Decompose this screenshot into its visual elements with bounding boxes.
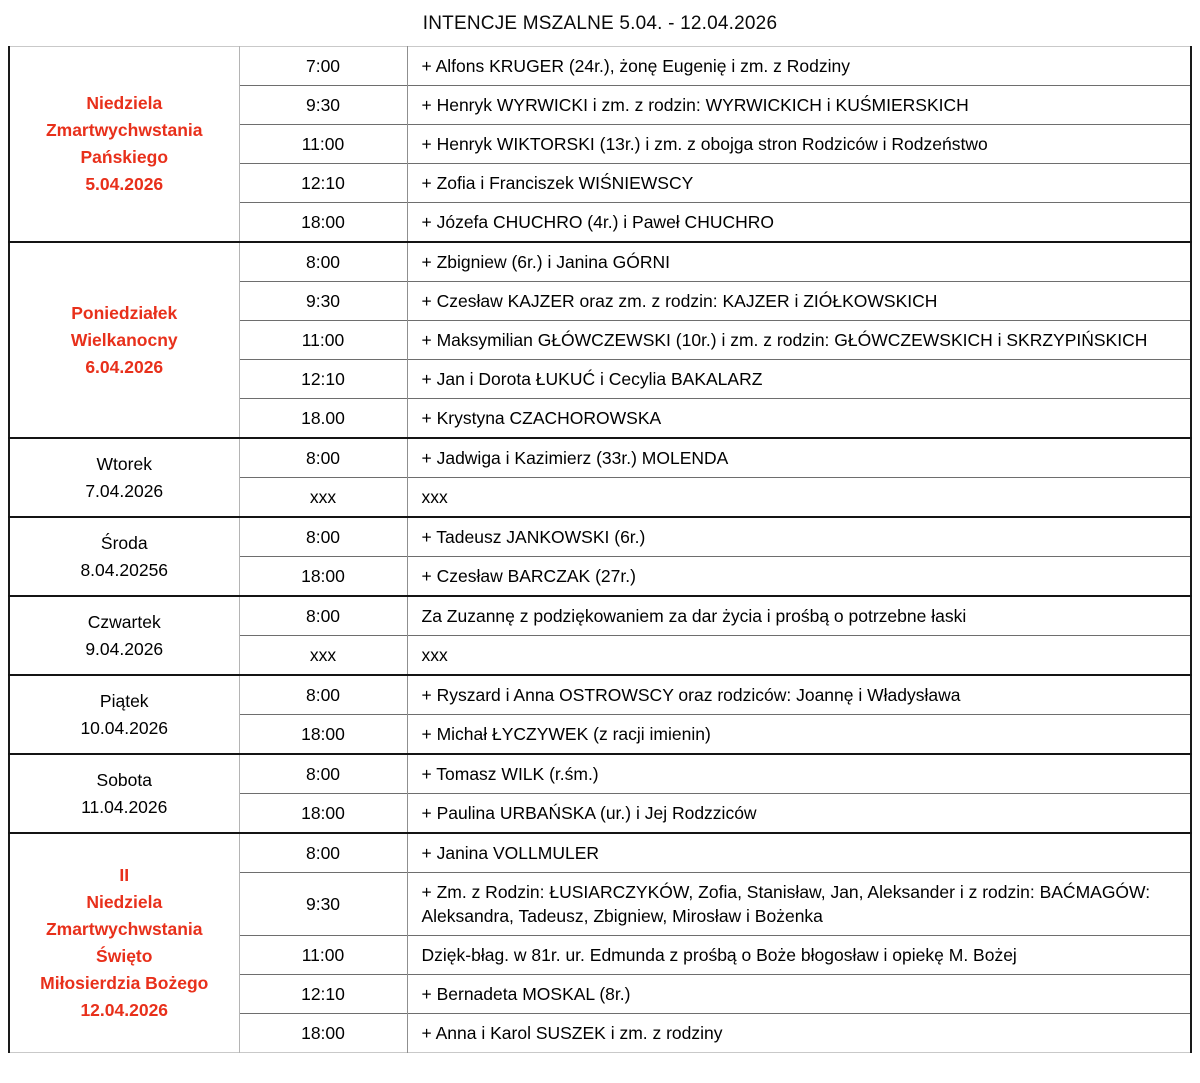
intention-cell: + Tadeusz JANKOWSKI (6r.) [407,517,1191,557]
time-cell: 8:00 [239,438,407,478]
time-cell: 8:00 [239,675,407,715]
schedule-row [9,754,1191,794]
day-label-line: Czwartek [87,611,161,632]
time-cell: 8:00 [239,754,407,794]
day-label-line: II [119,865,130,885]
intention-cell: Za Zuzannę z podziękowaniem za dar życia i prośbą o potrzebne łaski [407,596,1191,636]
schedule-table [8,46,1192,1053]
day-label-line: Sobota [96,769,152,790]
day-cell [9,47,239,243]
intention-cell: + Jadwiga i Kazimierz (33r.) MOLENDA [407,438,1191,478]
time-cell: 18:00 [239,1014,407,1053]
intention-cell: + Zofia i Franciszek WIŚNIEWSCY [407,164,1191,203]
schedule-row [9,675,1191,715]
time-cell: 8:00 [239,833,407,873]
page-title: INTENCJE MSZALNE 5.04. - 12.04.2026 [422,13,778,34]
intention-cell: + Henryk WIKTORSKI (13r.) i zm. z obojga stron Rodziców i Rodzeństwo [407,125,1191,164]
day-label-line: Niedziela [86,892,163,912]
day-label-line: Środa [100,532,148,553]
time-cell: 7:00 [239,47,407,86]
day-cell [9,833,239,1053]
intention-cell: + Krystyna CZACHOROWSKA [407,399,1191,439]
time-cell: 11:00 [239,125,407,164]
time-cell: 12:10 [239,164,407,203]
intention-cell: + Henryk WYRWICKI i zm. z rodzin: WYRWICKICH i KUŚMIERSKICH [407,86,1191,125]
schedule-row [9,833,1191,873]
intention-cell: xxx [407,478,1191,518]
day-label-line: 7.04.2026 [85,480,164,501]
schedule-row [9,596,1191,636]
time-cell: 9:30 [239,282,407,321]
schedule-table-body [9,47,1191,1053]
intention-cell: + Maksymilian GŁÓWCZEWSKI (10r.) i zm. z rodzin: GŁÓWCZEWSKICH i SKRZYPIŃSKICH [407,321,1191,360]
day-cell [9,596,239,675]
intention-cell: + Alfons KRUGER (24r.), żonę Eugenię i zm. z Rodziny [421,56,850,76]
intention-cell: + Paulina URBAŃSKA (ur.) i Jej Rodzziców [407,794,1191,834]
time-cell: 18:00 [239,794,407,834]
day-label-line: 6.04.2026 [85,356,164,377]
intention-cell: + Anna i Karol SUSZEK i zm. z rodziny [407,1014,1191,1053]
day-label-line: Wielkanocny [70,329,178,350]
intention-cell: + Zbigniew (6r.) i Janina GÓRNI [407,242,1191,282]
day-label-line: Niedziela [86,93,163,113]
day-label-line: 9.04.2026 [85,638,164,659]
intention-cell: + Czesław BARCZAK (27r.) [407,557,1191,597]
day-cell [9,754,239,833]
schedule-row [9,438,1191,478]
time-cell: 9:30 [239,86,407,125]
day-cell [9,517,239,596]
intention-cell: + Janina VOLLMULER [407,833,1191,873]
day-label-line: Piątek [99,690,149,711]
schedule-row [9,242,1191,282]
day-label-line: Miłosierdzia Bożego [40,973,209,993]
time-cell: 12:10 [239,975,407,1014]
intention-cell: + Czesław KAJZER oraz zm. z rodzin: KAJZER i ZIÓŁKOWSKICH [407,282,1191,321]
time-cell: 18:00 [239,715,407,755]
day-label-line: Zmartwychwstania [45,120,203,140]
time-cell: 11:00 [239,936,407,975]
day-label-line: Święto [96,946,153,966]
time-cell: xxx [239,636,407,676]
time-cell: 9:30 [239,873,407,936]
time-cell: 11:00 [239,321,407,360]
schedule-row [9,517,1191,557]
day-cell [9,242,239,438]
time-cell: xxx [239,478,407,518]
intention-cell: xxx [407,636,1191,676]
day-label-line: Poniedziałek [71,302,178,323]
schedule-row [9,47,1191,86]
day-label-line: Zmartwychwstania [45,919,203,939]
time-cell: 8:00 [239,242,407,282]
intention-cell: + Michał ŁYCZYWEK (z racji imienin) [407,715,1191,755]
day-label-line: Wtorek [96,453,152,474]
intention-cell: + Tomasz WILK (r.śm.) [407,754,1191,794]
intention-cell: + Zm. z Rodzin: ŁUSIARCZYKÓW, Zofia, Stanisław, Jan, Aleksander i z rodzin: BAĆMAGÓW: Aleksandra, Tadeusz, Zbigniew, Mirosław i Bożenka [407,873,1191,936]
time-cell: 8:00 [239,596,407,636]
day-label-line: 5.04.2026 [85,174,164,194]
day-label-line: Pańskiego [80,147,169,167]
day-label-line: 8.04.20256 [80,559,169,580]
day-label-line: 10.04.2026 [80,717,169,738]
intention-cell: + Jan i Dorota ŁUKUĆ i Cecylia BAKALARZ [407,360,1191,399]
day-cell [9,438,239,517]
time-cell: 18.00 [239,399,407,439]
intention-cell: + Bernadeta MOSKAL (8r.) [407,975,1191,1014]
time-cell: 8:00 [239,517,407,557]
day-cell [9,675,239,754]
time-cell: 12:10 [239,360,407,399]
time-cell: 18:00 [239,557,407,597]
day-label-line: 12.04.2026 [80,1000,169,1020]
time-cell: 18:00 [239,203,407,243]
intention-cell: Dzięk-błag. w 81r. ur. Edmunda z prośbą o Boże błogosław i opiekę M. Bożej [407,936,1191,975]
intention-cell: + Ryszard i Anna OSTROWSCY oraz rodziców: Joannę i Władysława [407,675,1191,715]
day-label-line: 11.04.2026 [81,796,168,817]
intention-cell: + Józefa CHUCHRO (4r.) i Paweł CHUCHRO [407,203,1191,243]
